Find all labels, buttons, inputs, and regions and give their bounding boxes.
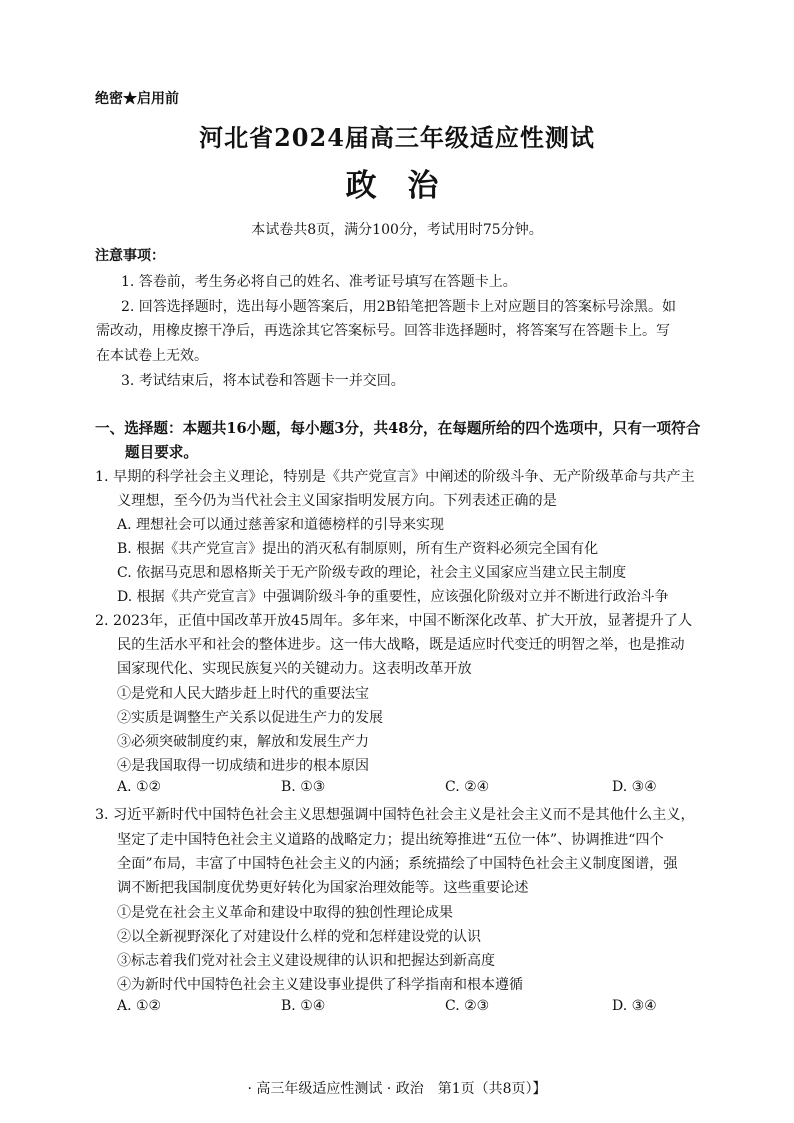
question-1-option-c: C. 依据马克思和恩格斯关于无产阶级专政的理论，社会主义国家应当建立民主制度: [117, 565, 627, 581]
exam-info: 本试卷共8页，满分100分，考试用时75分钟。: [251, 222, 543, 238]
notice-line: 3. 考试结束后，将本试卷和答题卡一并交回。: [121, 373, 405, 389]
question-1-stem: 1. 早期的科学社会主义理论，特别是《共产党宣言》中阐述的阶级斗争、无产阶级革命与共产主: [95, 469, 695, 485]
question-2-item: ①是党和人民大踏步赶上时代的重要法宝: [117, 686, 369, 702]
question-2-choice-b: B. ①③: [281, 779, 326, 795]
confidential-label: 绝密★启用前: [95, 91, 179, 107]
question-1-stem: 义理想，至今仍为当代社会主义国家指明发展方向。下列表述正确的是: [117, 493, 557, 509]
question-3-choice-a: A. ①②: [117, 998, 162, 1014]
question-3-item: ②以全新视野深化了对建设什么样的党和怎样建设党的认识: [117, 929, 481, 945]
question-3-item: ③标志着我们党对社会主义建设规律的认识和把握达到新高度: [117, 953, 495, 969]
question-3-item: ④为新时代中国特色社会主义建设事业提供了科学指南和根本遵循: [117, 977, 523, 993]
question-3-choice-c: C. ②③: [445, 998, 490, 1014]
question-3-stem: 3. 习近平新时代中国特色社会主义思想强调中国特色社会主义是社会主义而不是其他什么主义，: [95, 807, 695, 823]
notice-title: 注意事项：: [95, 248, 165, 264]
section-heading: 一、选择题：本题共16小题，每小题3分，共48分，在每题所给的四个选项中，只有一项符合: [95, 420, 701, 437]
question-2-stem: 民的生活水平和社会的整体进步。这一伟大战略，既是适应时代变迁的明智之举，也是推动: [117, 637, 685, 653]
question-1-option-d: D. 根据《共产党宣言》中强调阶级斗争的重要性，应该强化阶级对立并不断进行政治斗争: [117, 589, 669, 605]
question-3-stem: 坚定了走中国特色社会主义道路的战略定力；提出统筹推进“五位一体”、协调推进“四个: [117, 832, 664, 848]
question-2-choice-a: A. ①②: [117, 779, 162, 795]
notice-line: 在本试卷上无效。: [96, 348, 208, 364]
notice-line: 1. 答卷前，考生务必将自己的姓名、准考证号填写在答题卡上。: [121, 274, 517, 290]
question-3-stem: 全面”布局，丰富了中国特色社会主义的内涵；系统描绘了中国特色社会主义制度图谱，强: [117, 856, 678, 872]
question-2-item: ②实质是调整生产关系以促进生产力的发展: [117, 710, 383, 726]
question-3-choice-b: B. ①④: [281, 998, 326, 1014]
question-2-item: ③必须突破制度约束，解放和发展生产力: [117, 734, 369, 750]
question-1-option-a: A. 理想社会可以通过慈善家和道德榜样的引导来实现: [117, 517, 445, 533]
question-2-item: ④是我国取得一切成绩和进步的根本原因: [117, 758, 369, 774]
question-3-item: ①是党在社会主义革命和建设中取得的独创性理论成果: [117, 905, 453, 921]
question-1-option-b: B. 根据《共产党宣言》提出的消灭私有制原则，所有生产资料必须完全国有化: [117, 541, 599, 557]
notice-line: 需改动，用橡皮擦干净后，再选涂其它答案标号。回答非选择题时，将答案写在答题卡上。写: [96, 323, 670, 339]
page-footer: · 高三年级适应性测试 · 政治 第1页（共8页）】: [247, 1081, 547, 1097]
question-2-stem: 国家现代化、实现民族复兴的关键动力。这表明改革开放: [117, 661, 472, 677]
subject-title: 政 治: [345, 168, 449, 204]
exam-title: 河北省2024届高三年级适应性测试: [199, 123, 595, 152]
question-3-choice-d: D. ③④: [612, 998, 657, 1014]
question-2-choice-c: C. ②④: [445, 779, 490, 795]
question-2-choice-d: D. ③④: [612, 779, 657, 795]
notice-line: 2. 回答选择题时，选出每小题答案后，用2B铅笔把答题卡上对应题目的答案标号涂黑。如: [121, 299, 677, 315]
question-3-stem: 调不断把我国制度优势更好转化为国家治理效能等。这些重要论述: [117, 880, 529, 896]
question-2-stem: 2. 2023年，正值中国改革开放45周年。多年来，中国不断深化改革、扩大开放，显著提升了人: [95, 613, 693, 629]
section-heading-cont: 题目要求。: [125, 444, 198, 461]
